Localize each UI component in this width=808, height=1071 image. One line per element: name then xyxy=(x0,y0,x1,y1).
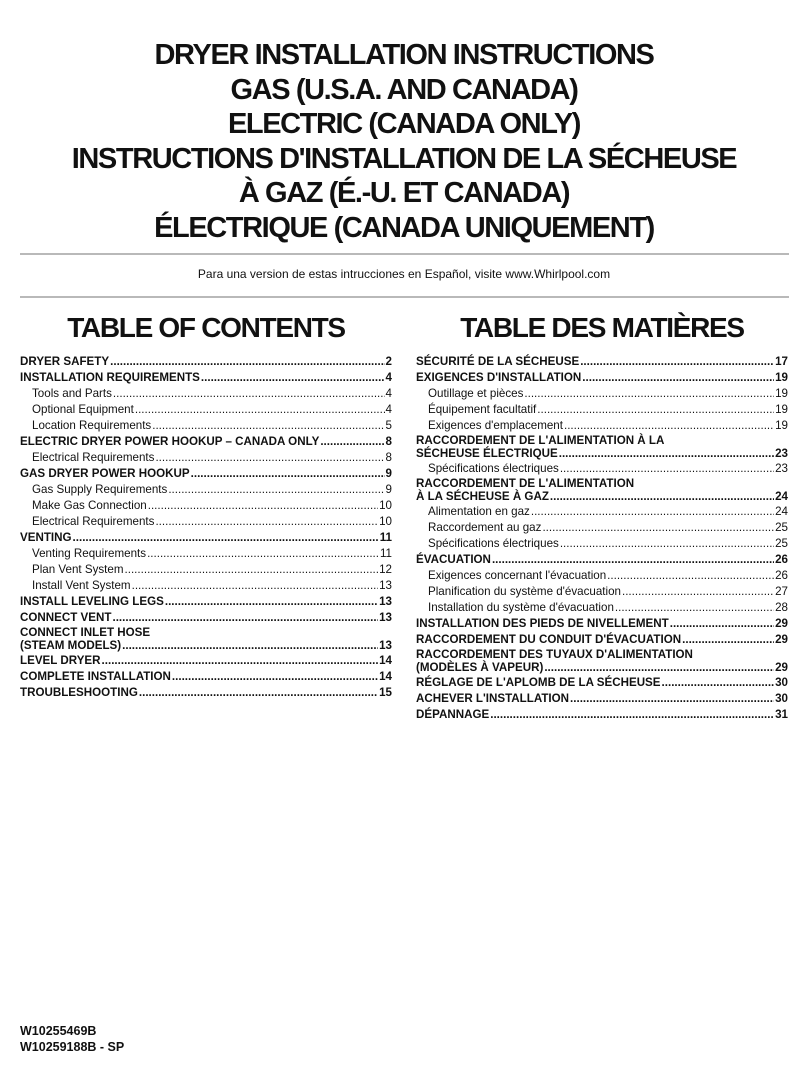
toc-subentry xyxy=(20,450,392,466)
toc-entry-label: ELECTRIC DRYER POWER HOOKUP – CANADA ONLY xyxy=(20,435,320,448)
toc-page-number: 10 xyxy=(379,515,392,528)
dot-leader xyxy=(155,514,378,530)
toc-heading-french: TABLE DES MATIÈRES xyxy=(460,312,744,343)
toc-page-number: 23 xyxy=(775,462,788,475)
toc-page-number: 24 xyxy=(775,505,788,518)
toc-subentry xyxy=(20,578,392,594)
dot-leader xyxy=(550,490,774,504)
toc-subentry xyxy=(416,520,788,536)
toc-heading-english: TABLE OF CONTENTS xyxy=(67,312,345,343)
toc-entry xyxy=(416,354,788,370)
toc-entry xyxy=(416,490,788,504)
toc-page-number: 2 xyxy=(385,355,392,368)
toc-entry-label: Electrical Requirements xyxy=(32,515,155,528)
toc-page-number: 29 xyxy=(775,633,788,646)
toc-entry-label: GAS DRYER POWER HOOKUP xyxy=(20,467,190,480)
toc-entry xyxy=(20,685,392,701)
toc-entry-label: DRYER SAFETY xyxy=(20,355,110,368)
dot-leader xyxy=(570,691,774,707)
toc-entry-label: INSTALLATION REQUIREMENTS xyxy=(20,371,200,384)
toc-entry-label: Gas Supply Requirements xyxy=(32,483,168,496)
toc-page-number: 4 xyxy=(385,371,392,384)
dot-leader xyxy=(122,639,378,653)
dot-leader xyxy=(531,504,774,520)
toc-page-number: 23 xyxy=(775,447,788,460)
toc-entry xyxy=(20,370,392,386)
dot-leader xyxy=(582,370,774,386)
title-line: À GAZ (É.-U. ET CANADA) xyxy=(238,177,570,209)
toc-page-number: 30 xyxy=(775,676,788,689)
title-line: ÉLECTRIQUE (CANADA UNIQUEMENT) xyxy=(154,211,654,244)
dot-leader xyxy=(132,578,379,594)
toc-entry-label: (STEAM MODELS) xyxy=(20,639,122,652)
dot-leader xyxy=(112,610,378,626)
dot-leader xyxy=(148,498,378,514)
toc-subentry xyxy=(416,386,788,402)
title-line: INSTRUCTIONS D'INSTALLATION DE LA SÉCHEUSE xyxy=(71,142,737,175)
toc-page-number: 29 xyxy=(775,617,788,630)
title-line: ELECTRIC (CANADA ONLY) xyxy=(227,108,581,140)
toc-page-number: 27 xyxy=(775,585,788,598)
toc-subentry xyxy=(20,386,392,402)
dot-leader xyxy=(670,616,774,632)
toc-entry-label: COMPLETE INSTALLATION xyxy=(20,670,171,683)
toc-page-number: 19 xyxy=(775,371,788,384)
toc-page-number: 5 xyxy=(385,419,392,432)
toc-subentry xyxy=(20,402,392,418)
toc-page-number: 30 xyxy=(775,692,788,705)
toc-entry-label: Outillage et pièces xyxy=(428,387,524,400)
title-line: DRYER INSTALLATION INSTRUCTIONS xyxy=(154,39,654,71)
toc-entry-label: Location Requirements xyxy=(32,419,152,432)
toc-entry-label: Exigences d'emplacement xyxy=(428,419,563,432)
toc-entry-label: Tools and Parts xyxy=(32,387,112,400)
toc-french xyxy=(416,310,788,723)
dot-leader xyxy=(622,584,774,600)
toc-entry-label: SÉCURITÉ DE LA SÉCHEUSE xyxy=(416,355,580,368)
toc-subentry xyxy=(416,461,788,477)
toc-page-number: 8 xyxy=(385,451,392,464)
toc-page-number: 13 xyxy=(379,611,392,624)
toc-entry-label-line: RACCORDEMENT DE L'ALIMENTATION À LA xyxy=(416,434,665,447)
dot-leader xyxy=(490,707,774,723)
toc-page-number: 14 xyxy=(379,670,392,683)
toc-entry xyxy=(416,675,788,691)
dot-leader xyxy=(560,461,774,477)
dot-leader xyxy=(139,685,378,701)
title-line: GAS (U.S.A. AND CANADA) xyxy=(230,73,578,106)
dot-leader xyxy=(125,562,379,578)
toc-entry-label: LEVEL DRYER xyxy=(20,654,101,667)
toc-page-number: 26 xyxy=(775,569,788,582)
toc-entry-label: Spécifications électriques xyxy=(428,462,559,475)
toc-entry xyxy=(416,707,788,723)
toc-entry-label: INSTALLATION DES PIEDS DE NIVELLEMENT xyxy=(416,617,669,630)
dot-leader xyxy=(172,669,378,685)
toc-entry-label: INSTALL LEVELING LEGS xyxy=(20,595,164,608)
toc-entry-label: ÉVACUATION xyxy=(416,553,491,566)
toc-page-number: 11 xyxy=(379,531,392,544)
toc-entry-label: RÉGLAGE DE L'APLOMB DE LA SÉCHEUSE xyxy=(416,676,661,689)
toc-subentry xyxy=(20,482,392,498)
toc-entry xyxy=(416,661,788,675)
toc-entry-label: VENTING xyxy=(20,531,72,544)
toc-entry-label: Alimentation en gaz xyxy=(428,505,530,518)
dot-leader xyxy=(560,536,774,552)
toc-entry-label: Electrical Requirements xyxy=(32,451,155,464)
toc-page-number: 24 xyxy=(775,490,788,503)
dot-leader xyxy=(524,386,774,402)
toc-page-number: 9 xyxy=(385,467,392,480)
dot-leader xyxy=(544,661,774,675)
toc-entry-label: Venting Requirements xyxy=(32,547,147,560)
dot-leader xyxy=(662,675,775,691)
toc-entry xyxy=(20,653,392,669)
toc-subentry xyxy=(416,536,788,552)
toc-page-number: 11 xyxy=(379,547,392,560)
part-number: W10255469B xyxy=(20,1024,97,1038)
document-codes xyxy=(20,1023,124,1055)
dot-leader xyxy=(201,370,385,386)
toc-entry xyxy=(20,434,392,450)
toc-entry xyxy=(416,632,788,648)
toc-page-number: 13 xyxy=(379,639,392,652)
toc-entry-label: TROUBLESHOOTING xyxy=(20,686,138,699)
toc-subentry xyxy=(20,418,392,434)
toc-entry-label: Spécifications électriques xyxy=(428,537,559,550)
toc-entry-label: Optional Equipment xyxy=(32,403,134,416)
toc-list-english xyxy=(20,354,392,701)
toc-entry-label: Planification du système d'évacuation xyxy=(428,585,621,598)
dot-leader xyxy=(165,594,378,610)
dot-leader xyxy=(147,546,379,562)
toc-subentry xyxy=(20,498,392,514)
toc-page-number: 10 xyxy=(379,499,392,512)
toc-page-number: 4 xyxy=(385,403,392,416)
toc-english xyxy=(20,310,392,701)
toc-entry-label-line: RACCORDEMENT DE L'ALIMENTATION xyxy=(416,477,635,490)
toc-entry xyxy=(20,530,392,546)
dot-leader xyxy=(492,552,774,568)
toc-entry xyxy=(20,610,392,626)
toc-entry-label-line: CONNECT INLET HOSE xyxy=(20,626,151,639)
dot-leader xyxy=(73,530,379,546)
toc-subentry xyxy=(416,504,788,520)
toc-entry-label-line: RACCORDEMENT DES TUYAUX D'ALIMENTATION xyxy=(416,648,693,661)
toc-subentry xyxy=(416,418,788,434)
dot-leader xyxy=(320,434,384,450)
toc-page-number: 29 xyxy=(775,661,788,674)
toc-entry xyxy=(416,552,788,568)
toc-entry-label: Équipement facultatif xyxy=(428,403,537,416)
dot-leader xyxy=(542,520,774,536)
toc-entry xyxy=(416,616,788,632)
document-title xyxy=(0,38,808,245)
dot-leader xyxy=(682,632,774,648)
part-number-sp: W10259188B - SP xyxy=(20,1040,125,1054)
dot-leader xyxy=(110,354,384,370)
toc-entry-label: Install Vent System xyxy=(32,579,131,592)
toc-page-number: 8 xyxy=(385,435,392,448)
spanish-version-note: Para una version de estas intrucciones en Español, visite www.Whirlpool.com xyxy=(197,267,611,281)
toc-entry xyxy=(20,354,392,370)
toc-entry-label: Raccordement au gaz xyxy=(428,521,542,534)
toc-page-number: 25 xyxy=(775,521,788,534)
toc-page-number: 15 xyxy=(379,686,392,699)
dot-leader xyxy=(102,653,379,669)
toc-subentry xyxy=(416,402,788,418)
toc-page-number: 28 xyxy=(775,601,788,614)
toc-page-number: 4 xyxy=(385,387,392,400)
toc-page-number: 25 xyxy=(775,537,788,550)
toc-subentry xyxy=(416,600,788,616)
toc-page-number: 26 xyxy=(775,553,788,566)
toc-entry-label: Make Gas Connection xyxy=(32,499,147,512)
toc-page-number: 9 xyxy=(385,483,392,496)
divider-top xyxy=(20,253,789,255)
toc-page-number: 13 xyxy=(379,595,392,608)
toc-page-number: 12 xyxy=(379,563,392,576)
dot-leader xyxy=(580,354,774,370)
toc-entry xyxy=(20,639,392,653)
toc-page-number: 31 xyxy=(775,708,788,721)
toc-entry xyxy=(416,370,788,386)
dot-leader xyxy=(152,418,384,434)
toc-list-french xyxy=(416,354,788,723)
dot-leader xyxy=(615,600,774,616)
toc-page-number: 19 xyxy=(775,403,788,416)
toc-page-number: 19 xyxy=(775,387,788,400)
toc-entry-label: CONNECT VENT xyxy=(20,611,112,624)
dot-leader xyxy=(168,482,384,498)
toc-page-number: 13 xyxy=(379,579,392,592)
toc-entry-label: ACHEVER L'INSTALLATION xyxy=(416,692,570,705)
toc-subentry xyxy=(20,514,392,530)
toc-entry-label: (MODÈLES À VAPEUR) xyxy=(416,661,544,674)
toc-entry-label: À LA SÉCHEUSE À GAZ xyxy=(416,490,549,503)
toc-entry-label: Installation du système d'évacuation xyxy=(428,601,614,614)
toc-entry xyxy=(20,466,392,482)
toc-entry xyxy=(416,447,788,461)
toc-page-number: 17 xyxy=(775,355,788,368)
toc-subentry xyxy=(416,568,788,584)
dot-leader xyxy=(607,568,774,584)
toc-page-number: 14 xyxy=(379,654,392,667)
dot-leader xyxy=(559,447,774,461)
toc-entry xyxy=(20,594,392,610)
toc-entry-label: RACCORDEMENT DU CONDUIT D'ÉVACUATION xyxy=(416,633,682,646)
divider-bottom xyxy=(20,296,789,298)
toc-entry-label: Exigences concernant l'évacuation xyxy=(428,569,607,582)
toc-entry-label: EXIGENCES D'INSTALLATION xyxy=(416,371,582,384)
toc-subentry xyxy=(20,562,392,578)
dot-leader xyxy=(135,402,385,418)
toc-subentry xyxy=(20,546,392,562)
dot-leader xyxy=(537,402,774,418)
dot-leader xyxy=(155,450,384,466)
toc-entry xyxy=(416,691,788,707)
toc-entry-label: DÉPANNAGE xyxy=(416,708,490,721)
toc-entry-label: SÉCHEUSE ÉLECTRIQUE xyxy=(416,447,558,460)
toc-subentry xyxy=(416,584,788,600)
dot-leader xyxy=(113,386,385,402)
dot-leader xyxy=(564,418,774,434)
dot-leader xyxy=(191,466,385,482)
toc-entry xyxy=(20,669,392,685)
toc-page-number: 19 xyxy=(775,419,788,432)
toc-entry-label: Plan Vent System xyxy=(32,563,124,576)
